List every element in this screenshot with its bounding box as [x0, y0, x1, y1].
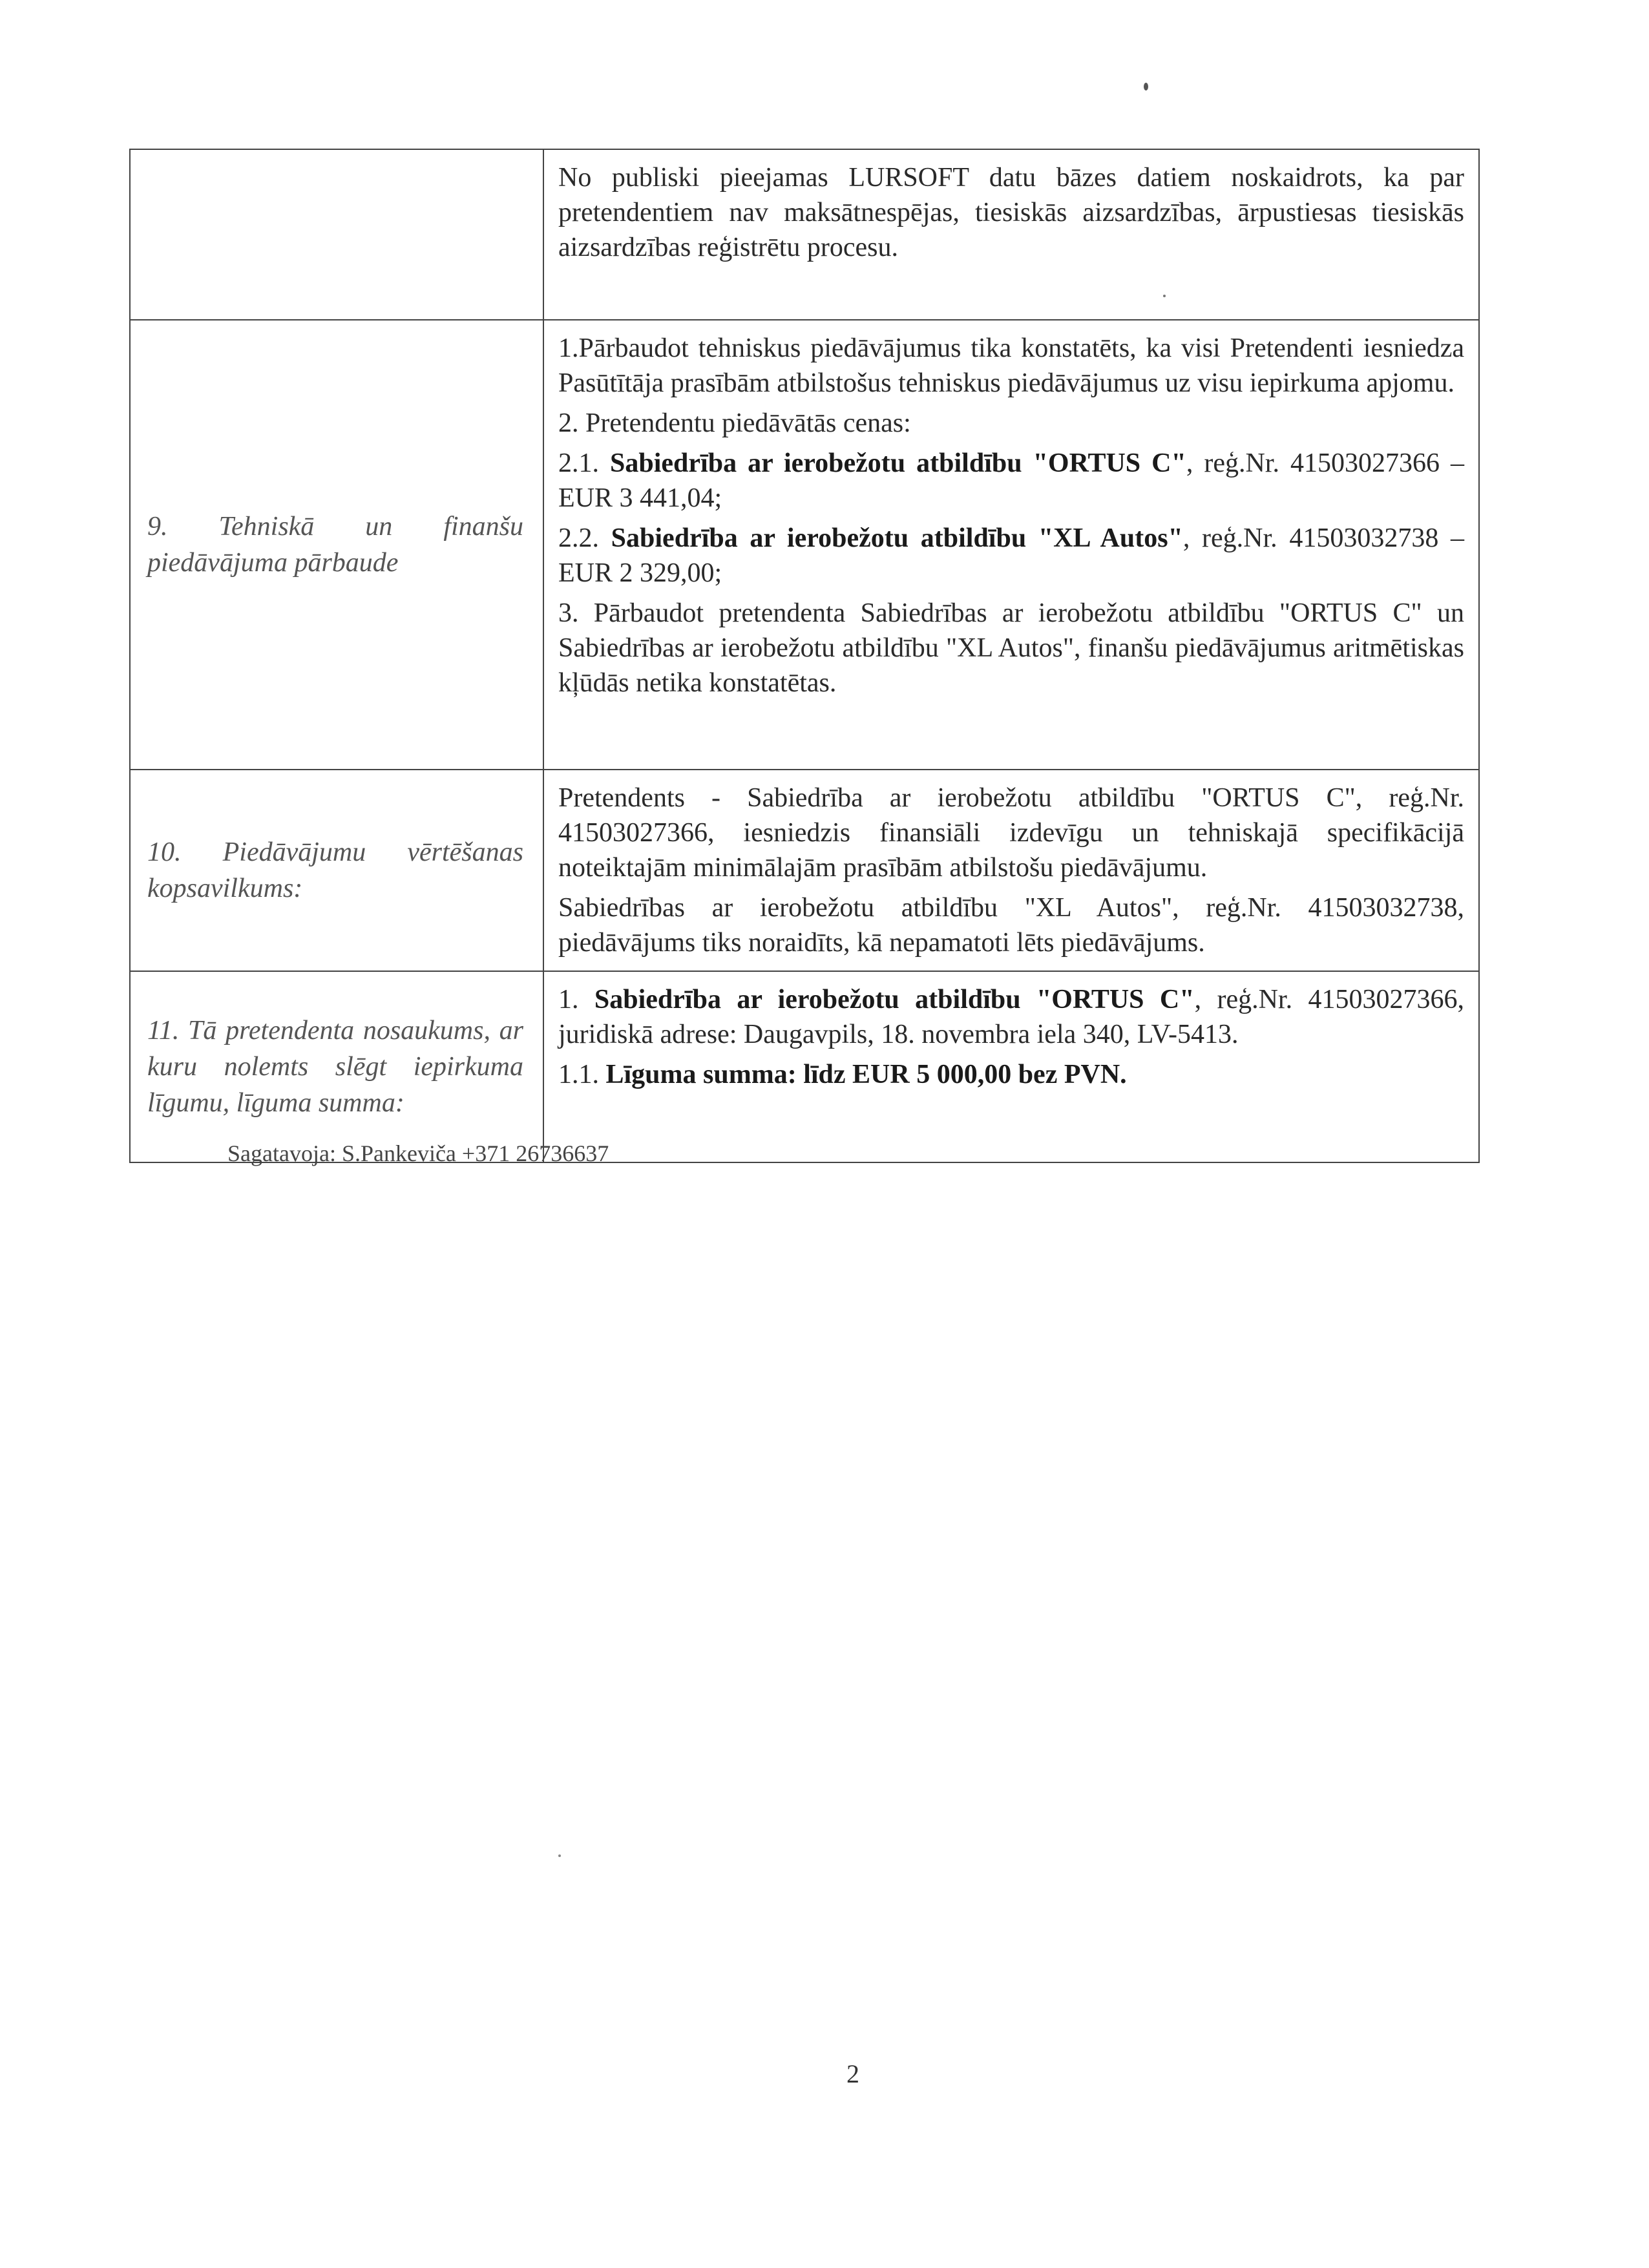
contract-sum: Līguma summa: līdz EUR 5 000,00 bez PVN.: [605, 1060, 1127, 1089]
table-row: [130, 320, 1479, 770]
contract-sum-paragraph: [558, 1057, 1464, 1092]
row-content: [543, 320, 1479, 770]
winner-paragraph: [558, 982, 1464, 1052]
offer-number: 2.1.: [558, 448, 611, 478]
procurement-report-table: [129, 149, 1480, 1163]
page-number: 2: [846, 2059, 859, 2088]
offer-details: , reģ.Nr. 41503027366 – EUR 3 441,04;: [558, 448, 1464, 513]
row-content: [543, 149, 1479, 320]
row-label: 9. Tehniskā un finanšu piedāvājuma pārbaude: [130, 320, 543, 770]
scan-speck: [1144, 83, 1148, 90]
company-name: Sabiedrība ar ierobežotu atbildību "ORTUS C": [610, 448, 1186, 478]
row-label: 10. Piedāvājumu vērtēšanas kopsavilkums:: [130, 770, 543, 971]
offer-details: , reģ.Nr. 41503032738 – EUR 2 329,00;: [558, 523, 1464, 588]
row-content: [543, 770, 1479, 971]
table-row: [130, 770, 1479, 971]
offer-xl-autos: [558, 521, 1464, 591]
evaluation-summary-paragraph: Pretendents - Sabiedrība ar ierobežotu atbildību "ORTUS C", reģ.Nr. 41503027366, iesniedzis finansiāli izdevīgu un tehniskajā specifikācijā noteiktajām minimālajām prasībām atbilstošu piedāvājumu.: [558, 783, 1464, 883]
contract-sum-number: 1.1.: [558, 1060, 606, 1089]
prices-heading: 2. Pretendentu piedāvātās cenas:: [558, 408, 911, 438]
company-name: Sabiedrība ar ierobežotu atbildību "XL Autos": [611, 523, 1183, 553]
row-label: [130, 149, 543, 320]
offer-number: 2.2.: [558, 523, 611, 553]
lursoft-check-paragraph: No publiski pieejamas LURSOFT datu bāzes datiem noskaidrots, ka par pretendentiem nav maksātnespējas, tiesiskās aizsardzības, ārpustiesas tiesiskās aizsardzības reģistrētu procesu.: [558, 163, 1464, 262]
table-row: [130, 971, 1479, 1162]
scan-speck: [558, 1854, 561, 1857]
company-name: Sabiedrība ar ierobežotu atbildību "ORTUS C": [594, 985, 1195, 1014]
rejection-paragraph: Sabiedrības ar ierobežotu atbildību "XL Autos", reģ.Nr. 41503032738, piedāvājums tiks noraidīts, kā nepamatoti lēts piedāvājums.: [558, 893, 1464, 958]
technical-check-paragraph: 1.Pārbaudot tehniskus piedāvājumus tika konstatēts, ka visi Pretendenti iesniedza Pasūtītāja prasībām atbilstošus tehniskus piedāvājumus uz visu iepirkuma apjomu.: [558, 333, 1464, 398]
row-content: [543, 971, 1479, 1162]
winner-number: 1.: [558, 985, 594, 1014]
table-row: [130, 149, 1479, 320]
arithmetic-check-paragraph: 3. Pārbaudot pretendenta Sabiedrības ar ierobežotu atbildību "ORTUS C" un Sabiedrības ar ierobežotu atbildību "XL Autos", finanšu piedāvājumus aritmētiskas kļūdās netika konstatētas.: [558, 598, 1464, 698]
offer-ortus: [558, 446, 1464, 516]
prepared-by-note: Sagatavoja: S.Pankeviča +371 26736637: [227, 1140, 609, 1166]
row-label: 11. Tā pretendenta nosaukums, ar kuru nolemts slēgt iepirkuma līgumu, līguma summa:: [130, 971, 543, 1162]
winner-details: , reģ.Nr. 41503027366, juridiskā adrese: Daugavpils, 18. novembra iela 340, LV-5413.: [558, 985, 1464, 1049]
